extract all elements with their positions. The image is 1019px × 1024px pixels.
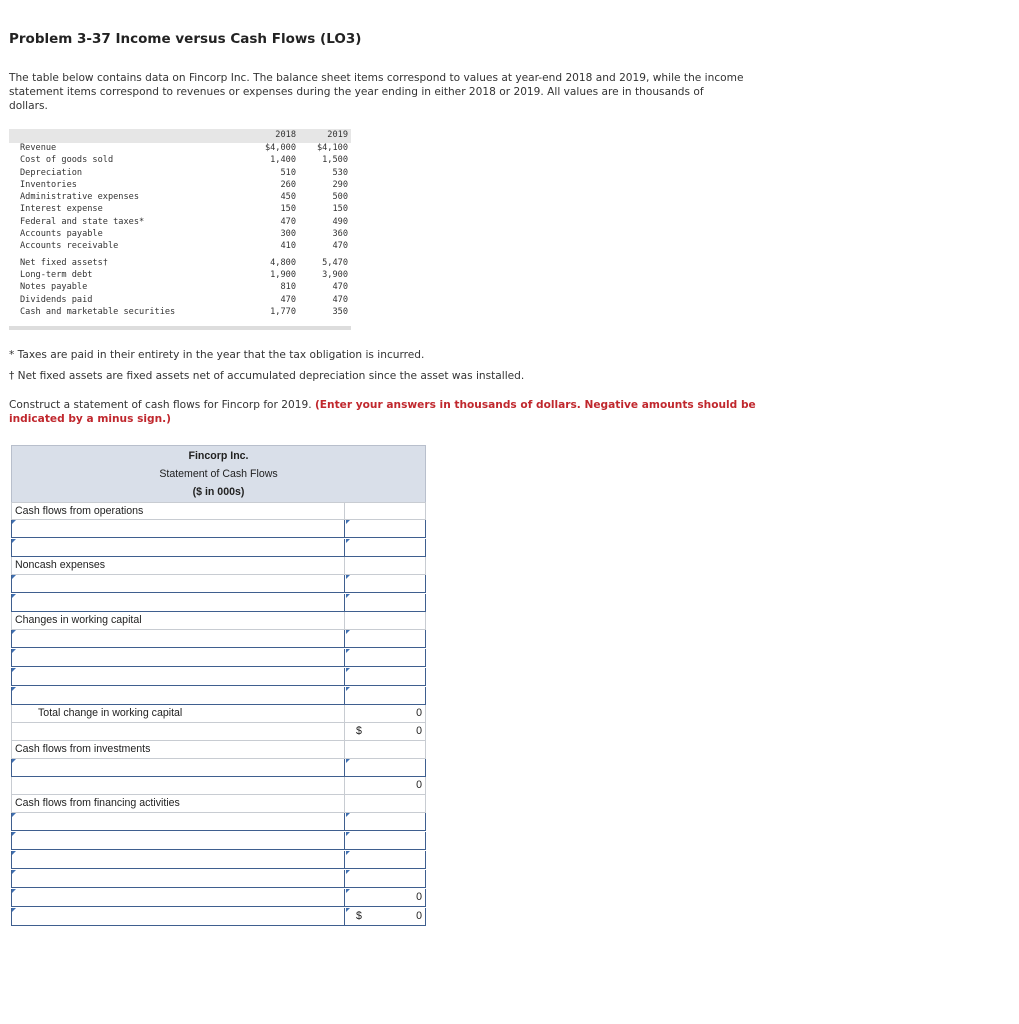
value-2018: 150 [280,204,296,215]
label-input[interactable] [12,649,345,666]
label-input[interactable] [12,630,345,647]
input-row[interactable] [11,870,426,888]
statement-units: ($ in 000s) [192,486,245,498]
statement-name: Statement of Cash Flows [159,468,278,480]
row-label: Depreciation [20,167,83,178]
row-label: Net fixed assets† [20,257,108,268]
amount-input[interactable] [346,630,425,647]
value-2018: 470 [280,294,296,305]
financing-total-value: 0 [346,889,425,906]
amount-input[interactable] [346,539,425,556]
label-input[interactable] [12,575,345,592]
input-row[interactable] [11,668,426,686]
col-header-2018: 2018 [275,130,296,141]
amount-input[interactable] [346,687,425,704]
amount-input[interactable] [346,759,425,776]
row-label: Long-term debt [20,269,93,280]
section-investments [11,741,426,759]
value-2019: 350 [332,306,348,317]
input-row[interactable] [11,759,426,777]
value-2019: 470 [332,282,348,293]
value-2018: 1,770 [270,306,296,317]
value-2019: 500 [332,192,348,203]
section-label: Changes in working capital [12,612,345,629]
row-label: Cash and marketable securities [20,306,176,317]
value-2018: 300 [280,229,296,240]
label-input[interactable] [12,687,345,704]
data-table [9,129,351,330]
value-2019: 490 [332,216,348,227]
section-noncash [11,557,426,575]
amount-input[interactable] [346,668,425,685]
final-value: 0 [416,910,422,922]
amount-input[interactable] [346,832,425,849]
value-2019: 1,500 [322,155,348,166]
section-operations [11,502,426,520]
company-name: Fincorp Inc. [188,450,249,462]
label-input[interactable] [12,832,345,849]
input-row[interactable] [11,649,426,667]
row-label: Accounts payable [20,229,103,240]
footnote-fixed-assets: † Net fixed assets are fixed assets net of accumulated depreciation since the asset was installed. [9,370,525,382]
instructions-note: (Enter your answers in thousands of dollars. Negative amounts should be indicated by a minus sign.) [9,399,756,425]
total-working-capital-row [11,705,426,723]
net-value: 0 [416,725,422,737]
value-2019: 470 [332,294,348,305]
value-2019: 5,470 [322,257,348,268]
value-2018: 1,400 [270,155,296,166]
value-2019: 360 [332,229,348,240]
label-input[interactable] [12,813,345,830]
label-input[interactable] [12,870,345,887]
row-label: Notes payable [20,282,88,293]
amount-input[interactable] [346,851,425,868]
row-label: Interest expense [20,204,103,215]
amount-input[interactable] [346,575,425,592]
cash-flow-statement [11,445,426,926]
investments-total-value: 0 [416,779,422,791]
value-2018: 1,900 [270,269,296,280]
value-2018: $4,000 [264,143,296,153]
value-2018: 470 [280,216,296,227]
section-financing [11,795,426,813]
input-row[interactable] [11,539,426,557]
row-label: Revenue [20,143,57,153]
value-2018: 410 [280,241,296,252]
value-2018: 810 [280,282,296,293]
intro-text: The table below contains data on Fincorp Inc. The balance sheet items correspond to values at year-end 2018 and 2019, while the income statement items correspond to revenues or expenses during the year ending in either 2018 or 2019. All values are in thousands of dollars. [9,72,744,112]
total-working-capital-label: Total change in working capital [12,705,345,722]
dollar-sign: $ [356,910,362,922]
input-row[interactable] [11,630,426,648]
section-label: Cash flows from financing activities [12,795,345,812]
input-row[interactable] [11,575,426,593]
investments-total-row [11,777,426,795]
section-label: Cash flows from investments [12,741,345,758]
row-label: Dividends paid [20,294,93,305]
col-header-2019: 2019 [327,130,348,141]
input-row[interactable] [11,687,426,705]
page-title: Problem 3-37 Income versus Cash Flows (LO3) [9,31,362,47]
label-input[interactable] [12,908,345,925]
label-input[interactable] [12,594,345,611]
input-row[interactable] [11,520,426,538]
input-row[interactable] [11,594,426,612]
row-label: Inventories [20,179,77,190]
label-input[interactable] [12,851,345,868]
value-2019: 150 [332,204,348,215]
input-row[interactable] [11,851,426,869]
label-input[interactable] [12,889,345,906]
value-2019: $4,100 [316,143,348,153]
input-row[interactable] [11,813,426,831]
instructions-text: Construct a statement of cash flows for Fincorp for 2019. [9,399,315,411]
section-label: Noncash expenses [12,557,345,574]
section-label: Cash flows from operations [12,503,345,519]
working-capital-net-row [11,723,426,741]
row-label: Administrative expenses [20,192,139,203]
value-2018: 260 [280,179,296,190]
value-2018: 4,800 [270,257,296,268]
value-2018: 450 [280,192,296,203]
label-input[interactable] [12,520,345,537]
value-2019: 290 [332,179,348,190]
amount-input[interactable] [346,520,425,537]
value-2019: 3,900 [322,269,348,280]
row-label: Federal and state taxes* [20,216,145,227]
section-working-capital [11,612,426,630]
label-input[interactable] [12,539,345,556]
value-2018: 510 [280,167,296,178]
value-2019: 470 [332,241,348,252]
row-label: Accounts receivable [20,241,119,252]
final-row[interactable] [11,908,426,926]
amount-input[interactable] [346,813,425,830]
dollar-sign: $ [356,725,362,737]
amount-input[interactable] [346,594,425,611]
amount-input[interactable] [346,649,425,666]
input-row[interactable] [11,832,426,850]
instructions [9,398,769,426]
label-input[interactable] [12,759,345,776]
label-input[interactable] [12,668,345,685]
footnote-taxes: * Taxes are paid in their entirety in the year that the tax obligation is incurred. [9,349,425,361]
statement-header [11,445,426,502]
input-row[interactable] [11,889,426,907]
row-label: Cost of goods sold [20,155,114,166]
amount-input[interactable] [346,870,425,887]
total-working-capital-value: 0 [416,707,422,719]
value-2019: 530 [332,167,348,178]
